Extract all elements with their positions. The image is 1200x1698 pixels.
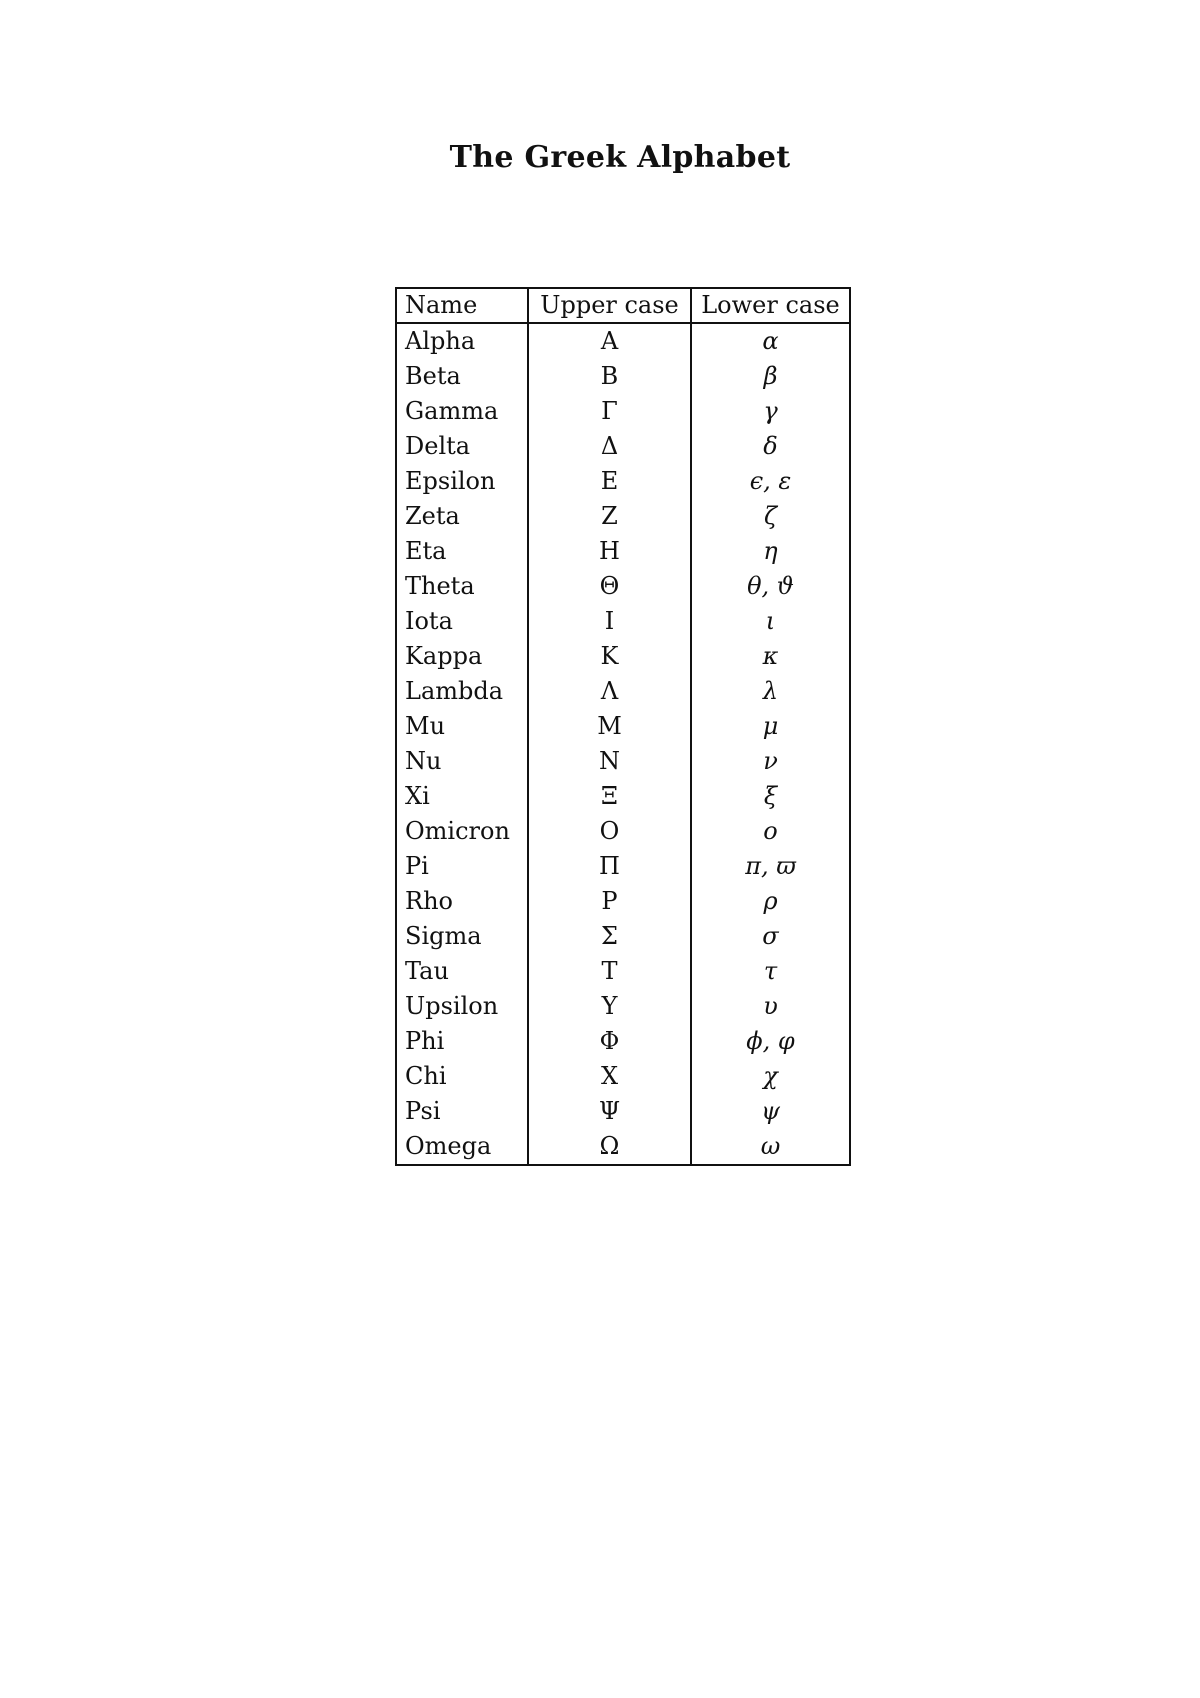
table-row: [396, 814, 850, 849]
letter-name-cell: Iota: [396, 604, 528, 639]
table-row: [396, 394, 850, 429]
lower-case-cell: o: [763, 817, 778, 845]
upper-case-cell: B: [528, 359, 691, 394]
table-row: [396, 674, 850, 709]
lower-case-cell: ν: [763, 747, 778, 775]
letter-name-cell: Sigma: [396, 919, 528, 954]
table-row: [396, 569, 850, 604]
letter-name-cell: Pi: [396, 849, 528, 884]
letter-name-cell: Psi: [396, 1094, 528, 1129]
column-header-upper-case: Upper case: [528, 288, 691, 323]
upper-case-cell: Λ: [528, 674, 691, 709]
letter-name-cell: Xi: [396, 779, 528, 814]
lower-case-cell: ω: [760, 1132, 781, 1160]
upper-case-cell: M: [528, 709, 691, 744]
table-row: [396, 884, 850, 919]
table-body: [396, 323, 850, 1165]
letter-name-cell: Zeta: [396, 499, 528, 534]
lower-case-cell: σ: [762, 922, 779, 950]
lower-case-cell: π, ϖ: [745, 852, 796, 880]
table-row: [396, 1059, 850, 1094]
lower-case-cell: γ: [763, 397, 778, 425]
letter-name-cell: Eta: [396, 534, 528, 569]
column-header-name: Name: [396, 288, 528, 323]
upper-case-cell: Ξ: [528, 779, 691, 814]
upper-case-cell: K: [528, 639, 691, 674]
greek-alphabet-table: [395, 287, 851, 1166]
letter-name-cell: Omega: [396, 1129, 528, 1165]
table-row: [396, 323, 850, 359]
table-row: [396, 604, 850, 639]
upper-case-cell: H: [528, 534, 691, 569]
upper-case-cell: Ψ: [528, 1094, 691, 1129]
table-header-row: [396, 288, 850, 323]
lower-case-cell: δ: [763, 432, 778, 460]
letter-name-cell: Phi: [396, 1024, 528, 1059]
table-row: [396, 744, 850, 779]
letter-name-cell: Nu: [396, 744, 528, 779]
table-row: [396, 989, 850, 1024]
upper-case-cell: X: [528, 1059, 691, 1094]
table-row: [396, 1129, 850, 1165]
upper-case-cell: I: [528, 604, 691, 639]
lower-case-cell: χ: [763, 1062, 778, 1090]
upper-case-cell: Ω: [528, 1129, 691, 1165]
lower-case-cell: κ: [762, 642, 779, 670]
lower-case-cell: τ: [763, 957, 778, 985]
table-row: [396, 1094, 850, 1129]
table-row: [396, 779, 850, 814]
letter-name-cell: Lambda: [396, 674, 528, 709]
lower-case-cell: ρ: [763, 887, 778, 915]
table-row: [396, 534, 850, 569]
letter-name-cell: Upsilon: [396, 989, 528, 1024]
letter-name-cell: Beta: [396, 359, 528, 394]
table-row: [396, 954, 850, 989]
upper-case-cell: Γ: [528, 394, 691, 429]
lower-case-cell: η: [763, 537, 778, 565]
lower-case-cell: ϕ, φ: [746, 1027, 795, 1055]
letter-name-cell: Delta: [396, 429, 528, 464]
lower-case-cell: υ: [763, 992, 778, 1020]
table-row: [396, 919, 850, 954]
letter-name-cell: Epsilon: [396, 464, 528, 499]
letter-name-cell: Alpha: [396, 323, 528, 359]
upper-case-cell: A: [528, 323, 691, 359]
lower-case-cell: ψ: [761, 1097, 780, 1125]
letter-name-cell: Kappa: [396, 639, 528, 674]
letter-name-cell: Chi: [396, 1059, 528, 1094]
letter-name-cell: Gamma: [396, 394, 528, 429]
lower-case-cell: α: [762, 327, 779, 355]
lower-case-cell: λ: [762, 677, 779, 705]
upper-case-cell: Π: [528, 849, 691, 884]
table-row: [396, 1024, 850, 1059]
letter-name-cell: Mu: [396, 709, 528, 744]
lower-case-cell: θ, ϑ: [747, 572, 794, 600]
upper-case-cell: P: [528, 884, 691, 919]
column-header-lower-case: Lower case: [691, 288, 850, 323]
lower-case-cell: μ: [762, 712, 779, 740]
letter-name-cell: Rho: [396, 884, 528, 919]
upper-case-cell: Σ: [528, 919, 691, 954]
lower-case-cell: ξ: [763, 782, 778, 810]
lower-case-cell: ι: [765, 607, 776, 635]
upper-case-cell: N: [528, 744, 691, 779]
table-row: [396, 849, 850, 884]
page-title: The Greek Alphabet: [449, 140, 791, 175]
upper-case-cell: T: [528, 954, 691, 989]
lower-case-cell: ζ: [763, 502, 777, 530]
letter-name-cell: Tau: [396, 954, 528, 989]
letter-name-cell: Theta: [396, 569, 528, 604]
table-row: [396, 499, 850, 534]
table-row: [396, 639, 850, 674]
upper-case-cell: Θ: [528, 569, 691, 604]
table-row: [396, 709, 850, 744]
upper-case-cell: Z: [528, 499, 691, 534]
lower-case-cell: ϵ, ε: [749, 467, 792, 495]
upper-case-cell: E: [528, 464, 691, 499]
letter-name-cell: Omicron: [396, 814, 528, 849]
lower-case-cell: β: [763, 362, 778, 390]
upper-case-cell: O: [528, 814, 691, 849]
table-row: [396, 429, 850, 464]
table-row: [396, 359, 850, 394]
upper-case-cell: Φ: [528, 1024, 691, 1059]
upper-case-cell: Υ: [528, 989, 691, 1024]
table-row: [396, 464, 850, 499]
upper-case-cell: Δ: [528, 429, 691, 464]
